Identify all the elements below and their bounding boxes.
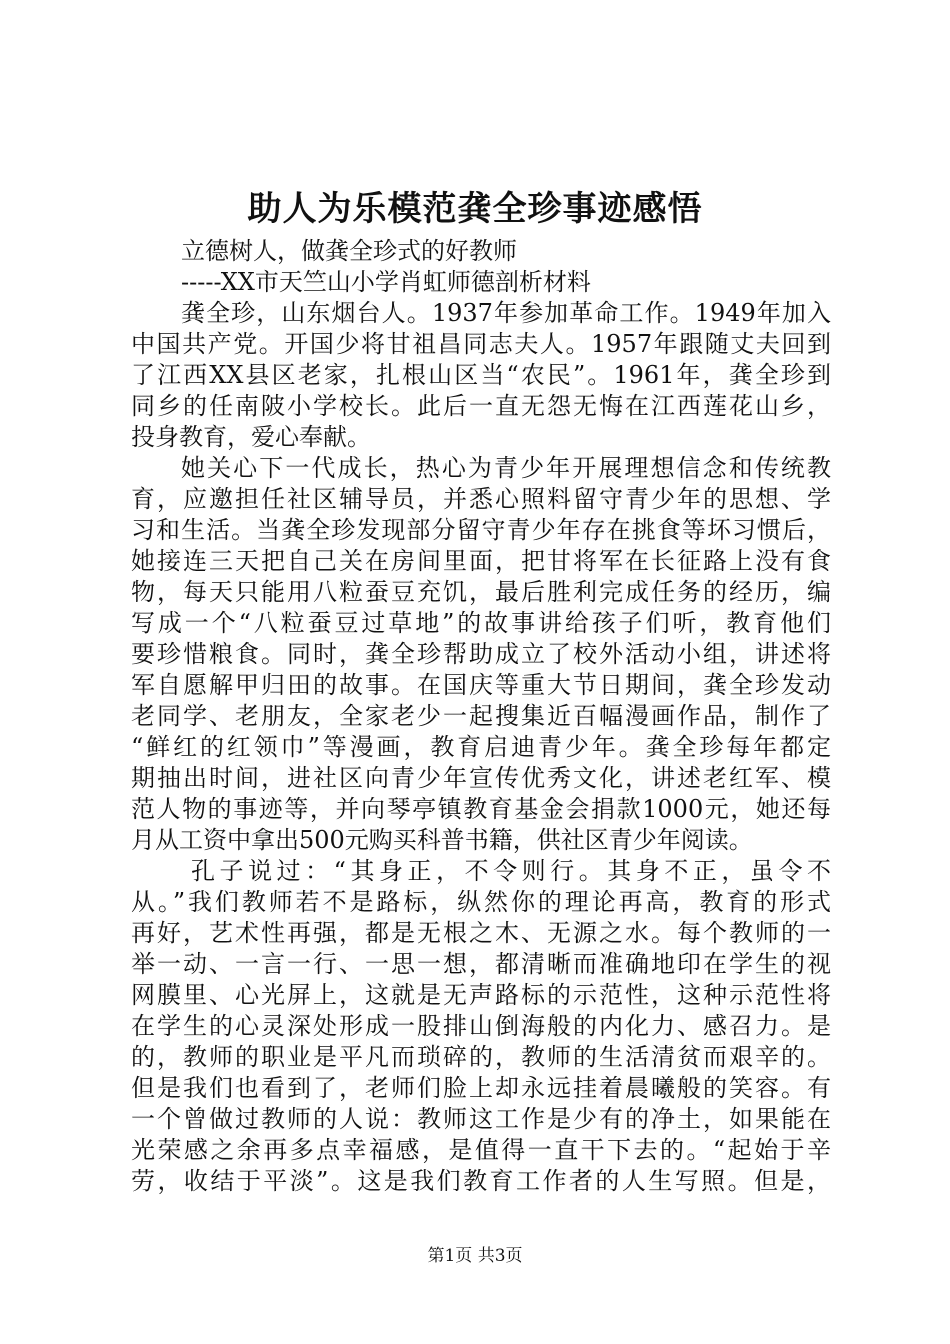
- paragraph-line: 的，教师的职业是平凡而琐碎的，教师的生活清贫而艰辛的。: [131, 1043, 831, 1071]
- paragraph-line: 范人物的事迹等，并向琴亭镇教育基金会捐款1000元，她还每: [131, 795, 831, 823]
- paragraph-line: 她关心下一代成长，热心为青少年开展理想信念和传统教: [181, 454, 831, 482]
- paragraph-line: 要珍惜粮食。同时，龚全珍帮助成立了校外活动小组，讲述将: [131, 640, 831, 668]
- paragraph-line: 再好，艺术性再强，都是无根之木、无源之水。每个教师的一: [131, 919, 831, 947]
- paragraph-line: 但是我们也看到了，老师们脸上却永远挂着晨曦般的笑容。有: [131, 1074, 831, 1102]
- paragraph-line: 在学生的心灵深处形成一股排山倒海般的内化力、感召力。是: [131, 1012, 831, 1040]
- paragraph-line: 同乡的任南陂小学校长。此后一直无怨无悔在江西莲花山乡，: [131, 392, 831, 420]
- paragraph-line: 孔子说过：“其身正，不令则行。其身不正，虽令不: [191, 857, 831, 885]
- page-footer: 第1页 共3页: [427, 1246, 523, 1266]
- paragraph-line: 一个曾做过教师的人说：教师这工作是少有的净土，如果能在: [131, 1105, 831, 1133]
- document-body: [131, 236, 831, 1197]
- paragraph-line: 写成一个“八粒蚕豆过草地”的故事讲给孩子们听，教育他们: [131, 609, 831, 637]
- paragraph-line: 老同学、老朋友，全家老少一起搜集近百幅漫画作品，制作了: [131, 702, 831, 730]
- subtitle-line: 立德树人，做龚全珍式的好教师: [181, 237, 517, 265]
- paragraph-line: 光荣感之余再多点幸福感，是值得一直干下去的。“起始于辛: [131, 1136, 831, 1164]
- paragraph-line: 龚全珍，山东烟台人。1937年参加革命工作。1949年加入: [181, 299, 831, 327]
- paragraph-line: 育，应邀担任社区辅导员，并悉心照料留守青少年的思想、学: [131, 485, 831, 513]
- paragraph-line: 中国共产党。开国少将甘祖昌同志夫人。1957年跟随丈夫回到: [131, 330, 831, 358]
- document-title: 助人为乐模范龚全珍事迹感悟: [247, 189, 703, 229]
- paragraph-line: 从。”我们教师若不是路标，纵然你的理论再高，教育的形式: [131, 888, 831, 916]
- paragraph-line: 劳，收结于平淡”。这是我们教育工作者的人生写照。但是，: [131, 1167, 831, 1195]
- paragraph-line: 了江西XX县区老家，扎根山区当“农民”。1961年，龚全珍到: [131, 361, 831, 389]
- paragraph-line: 期抽出时间，进社区向青少年宣传优秀文化，讲述老红军、模: [131, 764, 831, 792]
- paragraph-line: 习和生活。当龚全珍发现部分留守青少年存在挑食等坏习惯后，: [131, 516, 831, 544]
- paragraph-line: 举一动、一言一行、一思一想，都清晰而准确地印在学生的视: [131, 950, 831, 978]
- paragraph-line: 军自愿解甲归田的故事。在国庆等重大节日期间，龚全珍发动: [131, 671, 831, 699]
- paragraph-line: 物，每天只能用八粒蚕豆充饥，最后胜利完成任务的经历，编: [131, 578, 831, 606]
- paragraph-line: 投身教育，爱心奉献。: [131, 423, 371, 451]
- author-line: -----XX市天竺山小学肖虹师德剖析材料: [181, 268, 591, 296]
- paragraph-line: 网膜里、心光屏上，这就是无声路标的示范性，这种示范性将: [131, 981, 831, 1009]
- paragraph-line: 她接连三天把自己关在房间里面，把甘将军在长征路上没有食: [131, 547, 831, 575]
- paragraph-line: 月从工资中拿出500元购买科普书籍，供社区青少年阅读。: [131, 826, 753, 854]
- paragraph-line: “鲜红的红领巾”等漫画，教育启迪青少年。龚全珍每年都定: [131, 733, 831, 761]
